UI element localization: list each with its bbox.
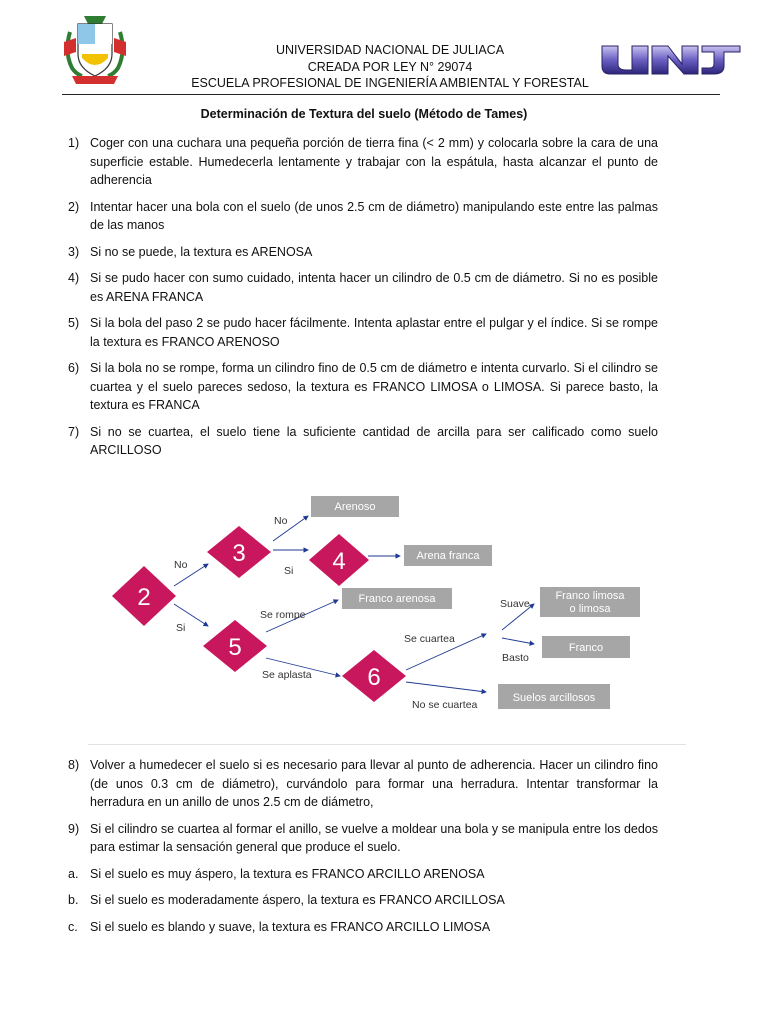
edge-label-basto: Basto: [502, 652, 529, 664]
step-number: 7): [68, 424, 80, 439]
procedure-steps: [68, 134, 658, 468]
step-8: [68, 756, 658, 812]
step-6: [68, 359, 658, 415]
flowchart-decision-nodes: [112, 526, 406, 702]
step-number: 9): [68, 821, 80, 836]
step-text: Si el cilindro se cuartea al formar el anillo, se vuelve a moldear una bola y se manipula entre los dedos para estimar la sensación general que produce el suelo.: [90, 821, 658, 854]
edge-label-si: Si: [284, 565, 294, 577]
edge-label-se-aplasta: Se aplasta: [262, 669, 312, 681]
substep-a: [68, 865, 658, 884]
flowchart-canvas: [88, 486, 688, 744]
edge-basto: [502, 638, 534, 644]
edge-label-se-cuartea: Se cuartea: [404, 633, 455, 645]
texture-flowchart: [88, 486, 688, 746]
edge-label-no-se-cuartea: No se cuartea: [412, 699, 478, 711]
decision-label-4: 4: [332, 548, 346, 575]
step-number: 3): [68, 244, 80, 259]
step-text: Si el suelo es muy áspero, la textura es FRANCO ARCILLO ARENOSA: [90, 866, 485, 881]
decision-label-6: 6: [367, 664, 381, 691]
step-text: Si no se puede, la textura es ARENOSA: [90, 244, 313, 259]
result-label-franco-arenosa: Franco arenosa: [358, 593, 436, 605]
step-text: Si no se cuartea, el suelo tiene la suficiente cantidad de arcilla para ser calificado como suelo ARCILLOSO: [90, 424, 658, 457]
edge-label-se-rompe: Se rompe: [260, 609, 306, 621]
step-7: [68, 423, 658, 460]
peru-coat-of-arms-icon: [62, 12, 128, 86]
step-number: 6): [68, 361, 80, 375]
step-number: 2): [68, 199, 80, 214]
institution-heading: [190, 42, 590, 92]
result-label-arena-franca: Arena franca: [416, 550, 480, 562]
edge-label-si: Si: [176, 622, 186, 634]
step-9: [68, 820, 658, 857]
unaj-logo-icon: [598, 40, 744, 80]
step-number: b.: [68, 893, 79, 907]
edge-6-no-cuartea: [406, 682, 486, 692]
step-number: 4): [68, 271, 80, 285]
edge-label-no: No: [274, 515, 288, 527]
substep-c: [68, 918, 658, 937]
step-3: [68, 243, 658, 262]
step-1: [68, 134, 658, 190]
result-label-o-limosa: o limosa: [569, 603, 611, 615]
edge-label-no: No: [174, 559, 188, 571]
page-header: [0, 0, 768, 100]
procedure-steps-continued: [68, 756, 658, 944]
result-label-arenoso: Arenoso: [334, 501, 376, 513]
decision-label-5: 5: [228, 634, 242, 661]
result-label-franco-limosa: Franco limosa: [555, 590, 625, 602]
decision-label-2: 2: [137, 584, 151, 611]
decision-label-3: 3: [232, 540, 246, 567]
step-number: 5): [68, 316, 80, 330]
creation-law: CREADA POR LEY N° 29074: [307, 59, 473, 74]
result-label-suelos-arcillosos: Suelos arcillosos: [512, 692, 596, 704]
result-label-franco: Franco: [568, 642, 604, 654]
step-number: 1): [68, 136, 80, 150]
step-number: a.: [68, 866, 79, 881]
step-text: Si el suelo es moderadamente áspero, la textura es FRANCO ARCILLOSA: [90, 893, 505, 907]
header-divider: [62, 94, 720, 95]
step-text: Si el suelo es blando y suave, la textura es FRANCO ARCILLO LIMOSA: [90, 919, 491, 934]
step-text: Intentar hacer una bola con el suelo (de unos 2.5 cm de diámetro) manipulando este entre las palmas de las manos: [90, 199, 658, 232]
figure-bottom-border: [88, 744, 686, 745]
step-text: Si la bola no se rompe, forma un cilindro fino de 0.5 cm de diámetro e intenta curvarlo. Si el cilindro se cuartea y el suelo pareces sedoso, la textura es FRANCO LIMOSA o LIMOSA. Si parece basto, la textura es FRANCA: [90, 361, 658, 412]
step-text: Volver a humedecer el suelo si es necesario para llevar al punto de adherencia. Hacer un cilindro fino (de unos 0.3 cm de diámetro), curvándolo para formar una herradura. Intentar transformar la herradura en un anillo de unos 2.5 cm de diámetro,: [90, 758, 658, 809]
step-number: c.: [68, 919, 78, 934]
university-name: UNIVERSIDAD NACIONAL DE JULIACA: [275, 43, 505, 57]
document-title: Determinación de Textura del suelo (Método de Tames): [200, 107, 528, 121]
school-name: ESCUELA PROFESIONAL DE INGENIERÍA AMBIENTAL Y FORESTAL: [191, 76, 589, 90]
step-number: 8): [68, 758, 80, 772]
edge-label-suave: Suave: [500, 598, 530, 610]
step-text: Si se pudo hacer con sumo cuidado, intenta hacer un cilindro de 0.5 cm de diámetro. Si no es posible es ARENA FRANCA: [90, 271, 658, 304]
step-4: [68, 269, 658, 306]
step-text: Si la bola del paso 2 se pudo hacer fácilmente. Intenta aplastar entre el pulgar y el índice. Si se rompe la textura es FRANCO ARENOSO: [90, 316, 658, 349]
step-text: Coger con una cuchara una pequeña porción de tierra fina (< 2 mm) y colocarla sobre la cara de una superficie estable. Humedecerla lentamente y trabajar con la espátula, hasta alcanzar el punto de adherencia: [90, 136, 658, 187]
step-2: [68, 198, 658, 235]
step-5: [68, 314, 658, 351]
substep-b: [68, 891, 658, 910]
